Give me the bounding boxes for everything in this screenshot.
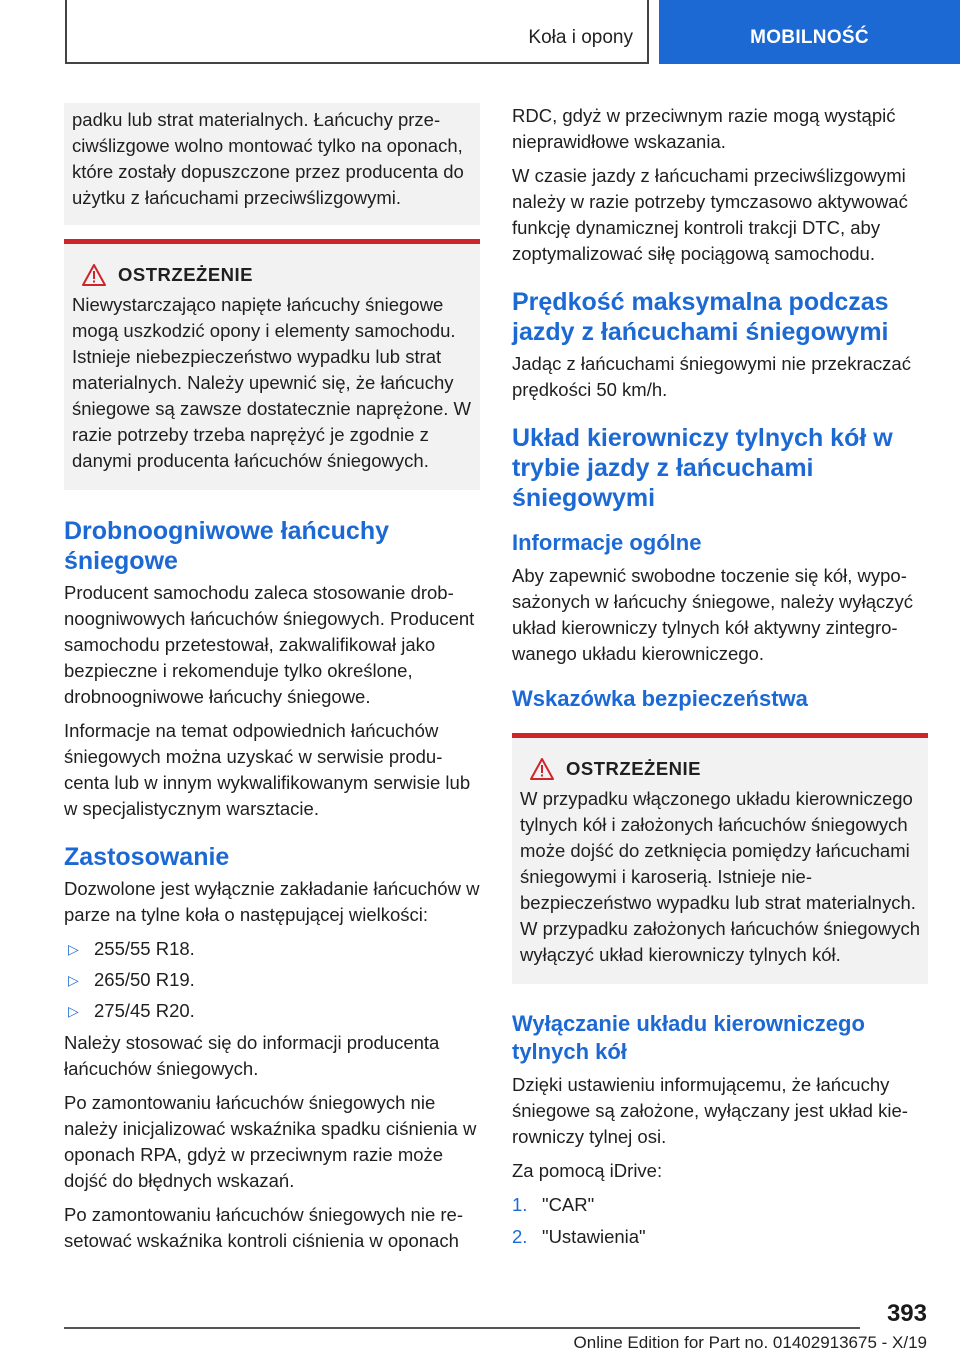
list-item: ▷ 275/45 R20. xyxy=(64,998,480,1024)
triangle-bullet-icon: ▷ xyxy=(68,941,79,957)
heading-general-info: Informacje ogólne xyxy=(512,530,702,555)
warning-header xyxy=(72,262,472,288)
paragraph-application-2: Należy stosować się do informacji producenta łańcuchów śniegowych. xyxy=(64,1032,440,1079)
page-number: 393 xyxy=(886,1300,927,1327)
warning-title: OSTRZEŻENIE xyxy=(118,264,254,285)
list-item: 2. "Ustawienia" xyxy=(512,1226,646,1247)
intro-note-text: padku lub strat materialnych. Łańcuchy przeciwślizgowe wolno montować tylko na oponach, które zostały dopuszczone przez producenta do użytku z łańcuchami przeciwślizgowymi. xyxy=(72,109,464,208)
paragraph-application-3: Po zamontowaniu łańcuchów śniegowych nie należy inicjalizować wskaźnika spadku ciśnienia w oponach RPA, gdyż w przeciwnym razie może dojść do błędnych wskazań. xyxy=(64,1092,477,1191)
tire-size-list xyxy=(64,936,480,1024)
footer-divider xyxy=(64,1327,860,1329)
warning-title: OSTRZEŻENIE xyxy=(566,758,702,779)
paragraph-application-4: Po zamontowaniu łańcuchów śniegowych nie resetować wskaźnika kontroli ciśnienia w oponach xyxy=(64,1204,464,1251)
list-item: ▷ 265/50 R19. xyxy=(64,967,480,993)
paragraph-idrive: Za pomocą iDrive: xyxy=(512,1160,663,1181)
paragraph-max-speed: Jadąc z łańcuchami śniegowymi nie przekraczać prędkości 50 km/h. xyxy=(512,353,911,400)
paragraph-application-1: Dozwolone jest wyłącznie zakładanie łańcuchów w parze na tylne koła o następującej wielkości: xyxy=(64,878,480,925)
triangle-bullet-icon: ▷ xyxy=(68,972,79,988)
header-section-title: Koła i opony xyxy=(528,27,633,48)
paragraph-continued-2: W czasie jazdy z łańcuchami przeciwślizgowymi należy w razie potrzeby tymczasowo aktywować funkcję dynamicznej kontroli trakcji DTC, aby zoptymalizować siłę pociągową samochodu. xyxy=(512,165,908,264)
header-section-box xyxy=(65,0,649,64)
paragraph-fine-1: Producent samochodu zaleca stosowanie drobnoogniwowych łańcuchów śniegowych. Producent samochodu przetestował, zakwalifikował jako bezpieczne i rekomenduje tylko określone, drobnoogniwowe łańcuchy śniegowe. xyxy=(64,582,475,707)
heading-fine-link-chains: Drobnoogniwowe łańcuchy śniegowe xyxy=(64,517,390,575)
heading-max-speed: Prędkość maksymalna podczas jazdy z łańcuchami śniegowymi xyxy=(512,288,889,346)
warning-text: Niewystarczająco napięte łańcuchy śniegowe mogą uszkodzić opony i elementy samochodu. Istnieje niebezpieczeństwo wypadku lub strat materialnych. Należy upewnić się, że łańcuchy śniegowe są zawsze dostatecznie naprężone. W razie potrzeby trzeba naprężyć je zgodnie z danymi producenta łańcuchów śniegowych. xyxy=(72,294,471,471)
footer-edition: Online Edition for Part no. 01402913675 - X/19 xyxy=(573,1333,927,1352)
idrive-steps-list xyxy=(512,1192,928,1250)
page-header xyxy=(0,0,960,66)
warning-box-steering xyxy=(512,733,928,984)
warning-header xyxy=(520,756,920,782)
right-column xyxy=(512,103,928,1256)
list-item: ▷ 255/55 R18. xyxy=(64,936,480,962)
header-chapter-tab xyxy=(659,0,960,64)
heading-application: Zastosowanie xyxy=(64,843,230,871)
warning-triangle-icon xyxy=(520,756,560,782)
warning-triangle-icon xyxy=(72,262,112,288)
paragraph-disable: Dzięki ustawieniu informującemu, że łańcuchy śniegowe są założone, wyłączany jest układ kierowniczy tylnej osi. xyxy=(512,1074,908,1147)
warning-box-tension xyxy=(64,239,480,490)
triangle-bullet-icon: ▷ xyxy=(68,1003,79,1019)
heading-disable-rear-steering: Wyłączanie układu kierowniczego tylnych kół xyxy=(512,1011,865,1064)
heading-rear-steering: Układ kierowniczy tylnych kół w trybie jazdy z łańcuchami śniegowymi xyxy=(512,424,893,512)
warning-text: W przypadku włączonego układu kierowniczego tylnych kół i założonych łańcuchów śniegowych może dojść do zetknięcia pomiędzy łańcuchami śniegowymi i karoserią. Istnieje niebezpieczeństwo wypadku lub strat materialnych. W przypadku założonych łańcuchów śniegowych wyłączyć układ kierowniczy tylnych kół. xyxy=(520,788,921,965)
intro-note-box xyxy=(64,103,480,225)
paragraph-general-info: Aby zapewnić swobodne toczenie się kół, wyposażonych w łańcuchy śniegowe, należy wyłączyć układ kierowniczy tylnych kół aktywny zintegrowanego układu kierowniczego. xyxy=(512,565,914,664)
paragraph-fine-2: Informacje na temat odpowiednich łańcuchów śniegowych można uzyskać w serwisie producenta lub w innym wykwalifikowanym serwisie lub w specjalistycznym warsztacie. xyxy=(64,720,471,819)
left-column xyxy=(64,103,480,1262)
header-chapter-label: MOBILNOŚĆ xyxy=(750,27,869,48)
list-item: 1. "CAR" xyxy=(512,1194,595,1215)
paragraph-continued-1: RDC, gdyż w przeciwnym razie mogą wystąpić nieprawidłowe wskazania. xyxy=(512,105,896,152)
heading-safety-note: Wskazówka bezpieczeństwa xyxy=(512,686,808,711)
